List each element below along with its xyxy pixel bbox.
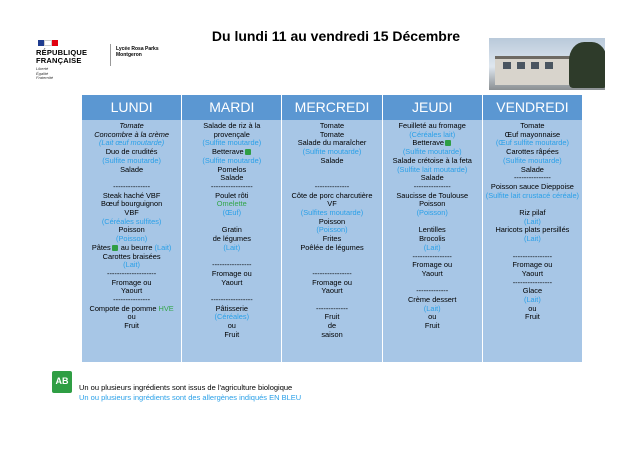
menu-item-text: Poulet rôti: [215, 190, 249, 200]
menu-item-text: (Céréales lait): [409, 129, 456, 139]
menu-item-text: Carottes râpées: [506, 147, 559, 157]
logo-line-1: RÉPUBLIQUE: [36, 48, 88, 57]
menu-item-text: Compote de pomme: [89, 303, 157, 313]
menu-item-text: Crème dessert: [407, 295, 457, 305]
day-column-lundi: [82, 120, 182, 362]
menu-item-text: Fruit: [224, 329, 240, 339]
menu-item-text: Riz pilaf: [519, 208, 546, 218]
menu-item-text: Poisson: [419, 199, 446, 209]
menu-item-text: Salade de riz à la: [203, 121, 261, 130]
menu-item-text: Salade: [520, 164, 544, 174]
organic-icon: [245, 149, 251, 155]
menu-item-text: (Lait): [423, 242, 441, 252]
menu-item-text: VBF: [124, 208, 139, 218]
menu-item-text: (Poisson): [316, 225, 348, 235]
school-name: [116, 46, 159, 58]
logo-motto: [36, 67, 106, 81]
menu-item-text: Salade du maraîcher: [297, 138, 367, 148]
menu-item-text: Pomelos: [217, 164, 247, 174]
menu-item-text: Yaourt: [120, 286, 143, 296]
menu-item-text: Tomate: [520, 121, 545, 130]
menu-item-text: -----------------: [210, 295, 253, 305]
menu-item-text: Fromage ou: [111, 277, 152, 287]
menu-item-text: Pâtisserie: [215, 303, 249, 313]
allergen-legend: Un ou plusieurs ingrédients sont des allergènes indiqués EN BLEU: [79, 393, 302, 402]
menu-item-text: Yaourt: [321, 286, 343, 296]
menu-item-text: -------------: [416, 286, 449, 296]
menu-item-text: (Poisson): [115, 234, 148, 244]
school-line-1: Lycée Rosa Parks: [116, 46, 159, 52]
menu-item-text: Yaourt: [221, 277, 243, 287]
menu-item-text: ---------------: [513, 173, 551, 183]
menu-item-text: ----------------: [412, 251, 452, 261]
menu-item-text: Yaourt: [421, 268, 443, 278]
menu-item-text: (Lait œuf moutarde): [98, 138, 165, 148]
menu-item: [383, 322, 482, 331]
menu-item-text: --------------: [314, 181, 350, 191]
menu-item-text: (Sulfite moutarde): [302, 147, 362, 157]
day-column-mercredi: [282, 120, 382, 362]
menu-item-text: ou: [528, 303, 537, 313]
menu-item-text: Tomate: [319, 121, 345, 130]
menu-item-text: Feuilleté au fromage: [398, 121, 466, 130]
day-header-vendredi: VENDREDI: [483, 95, 582, 120]
menu-item-text: Pâtes: [91, 242, 111, 252]
menu-item-text: Poisson sauce Dieppoise: [490, 181, 574, 191]
logo-divider: [110, 44, 111, 66]
menu-item-text: (Lait): [523, 295, 541, 305]
menu-item-text: Salade: [120, 164, 144, 174]
organic-ab-logo: AB: [52, 371, 72, 393]
school-building-photo: [489, 38, 605, 90]
menu-item-text: Poisson: [318, 216, 346, 226]
menu-item-text: Duo de crudités: [105, 147, 158, 157]
menu-item-text: Glace: [522, 286, 543, 296]
school-line-2: Montgeron: [116, 52, 142, 58]
menu-item-tail: au beurre: [118, 242, 153, 252]
republique-francaise-logo: [36, 40, 106, 81]
menu-item-text: Lentilles: [418, 225, 446, 235]
allergen-text: (Lait): [152, 242, 172, 252]
menu-body-row: [82, 120, 582, 362]
menu-item-text: (Sulfite lait crustacé céréale): [485, 190, 580, 200]
menu-item: [483, 313, 582, 322]
menu-item-text: Frites: [322, 234, 342, 244]
menu-item-text: Gratin: [221, 225, 242, 235]
menu-item-text: Fruit: [124, 321, 139, 331]
menu-item-text: (Sulfite moutarde): [202, 138, 262, 148]
menu-item-text: Concombre à la crème: [94, 129, 169, 139]
menu-item-text: Haricots plats persillés: [495, 225, 570, 235]
menu-item-text: Yaourt: [521, 268, 544, 278]
day-column-jeudi: [383, 120, 483, 362]
day-column-mardi: [182, 120, 282, 362]
menu-item-text: ----------------: [512, 277, 553, 287]
menu-item-text: de légumes: [212, 234, 251, 244]
menu-item-text: (Œuf sulfite moutarde): [495, 138, 569, 148]
menu-item-text: (Lait): [523, 234, 541, 244]
menu-item-text: Steak haché VBF: [102, 190, 161, 200]
menu-item-text: Fruit: [424, 321, 440, 331]
organic-icon: [112, 245, 118, 251]
menu-item-text: Brocolis: [419, 234, 446, 244]
menu-item: [182, 331, 281, 340]
menu-item-text: (Sulfite moutarde): [503, 155, 562, 165]
menu-item-text: (Sulfite lait moutarde): [397, 164, 468, 174]
menu-item-text: Tomate: [119, 121, 144, 130]
menu-item-text: Saucisse de Toulouse: [396, 190, 469, 200]
menu-item-text: ----------------: [312, 268, 352, 278]
menu-item-text: Salade: [420, 173, 444, 183]
menu-item-text: VF: [327, 199, 337, 209]
menu-item-text: (Céréales): [214, 312, 250, 322]
menu-item-text: (Œuf): [222, 208, 242, 218]
menu-item-text: Omelette: [216, 199, 247, 209]
menu-item-text: (Sulfites moutarde): [300, 208, 364, 218]
logo-line-2: FRANÇAISE: [36, 56, 82, 65]
menu-item-text: ---------------: [413, 181, 451, 191]
menu-item-text: Salade: [320, 155, 344, 165]
weekly-menu-table: [82, 95, 582, 362]
menu-item-text: Tomate: [319, 129, 345, 139]
motto-liberte: Liberté: [36, 66, 49, 71]
menu-item-text: (Sulfite moutarde): [202, 155, 262, 165]
menu-item-text: ou: [127, 312, 136, 322]
page-title: Du lundi 11 au vendredi 15 Décembre: [211, 28, 461, 44]
hve-label: HVE: [156, 303, 174, 313]
motto-fraternite: Fraternité: [36, 75, 54, 80]
menu-item-text: -----------------: [210, 181, 253, 191]
menu-item-text: Côte de porc charcutière: [291, 190, 373, 200]
menu-header-row: [82, 95, 582, 120]
menu-item-text: -------------: [316, 303, 348, 313]
menu-item-text: Betterave: [211, 147, 244, 157]
menu-item-text: (Lait): [423, 303, 441, 313]
menu-item-text: Salade crétoise à la feta: [392, 155, 472, 165]
menu-item-text: ----------------: [212, 260, 252, 270]
menu-item-text: saison: [321, 329, 343, 339]
menu-item-text: (Céréales sulfites): [101, 216, 162, 226]
day-column-vendredi: [483, 120, 582, 362]
menu-item-text: Fruit: [525, 312, 540, 322]
menu-item-text: Fromage ou: [211, 268, 252, 278]
organic-legend: Un ou plusieurs ingrédients sont issus de l'agriculture biologique: [79, 383, 293, 392]
menu-item-text: (Lait): [523, 216, 541, 226]
day-header-mercredi: MERCREDI: [282, 95, 382, 120]
menu-item-text: (Lait): [223, 242, 241, 252]
menu-item-text: Poêlée de légumes: [300, 242, 364, 252]
menu-item-text: ----------------: [512, 251, 553, 261]
menu-item-text: (Poisson): [416, 208, 448, 218]
menu-item-text: Carottes braisées: [102, 251, 161, 261]
organic-icon: [445, 140, 451, 146]
menu-item-text: ---------------: [113, 295, 151, 305]
menu-item-text: Salade: [220, 173, 244, 183]
menu-item-text: (Lait): [123, 260, 141, 270]
menu-item-text: Poisson: [118, 225, 145, 235]
menu-item-text: ---------------: [113, 181, 151, 191]
day-header-jeudi: JEUDI: [383, 95, 483, 120]
menu-item-text: Fromage ou: [512, 260, 553, 270]
menu-item-text: ou: [428, 312, 437, 322]
menu-item: [282, 331, 381, 340]
menu-item-text: de: [327, 321, 337, 331]
menu-item-text: ou: [227, 321, 236, 331]
motto-egalite: Égalité: [36, 70, 49, 76]
menu-item-text: Bœuf bourguignon: [100, 199, 163, 209]
menu-item-text: Fromage ou: [412, 260, 453, 270]
day-header-mardi: MARDI: [182, 95, 282, 120]
menu-item-text: --------------------: [106, 268, 157, 278]
menu-item-text: Œuf mayonnaise: [504, 129, 561, 139]
menu-item-text: (Sulfite moutarde): [102, 155, 161, 165]
menu-item-text: Fruit: [324, 312, 340, 322]
french-flag-icon: [38, 40, 58, 46]
menu-item-text: (Sulfite moutarde): [402, 147, 462, 157]
menu-item-text: provençale: [213, 129, 250, 139]
menu-item-text: Betterave: [412, 138, 445, 148]
day-header-lundi: LUNDI: [82, 95, 182, 120]
menu-item: [82, 322, 181, 331]
menu-item-text: Fromage ou: [312, 277, 352, 287]
